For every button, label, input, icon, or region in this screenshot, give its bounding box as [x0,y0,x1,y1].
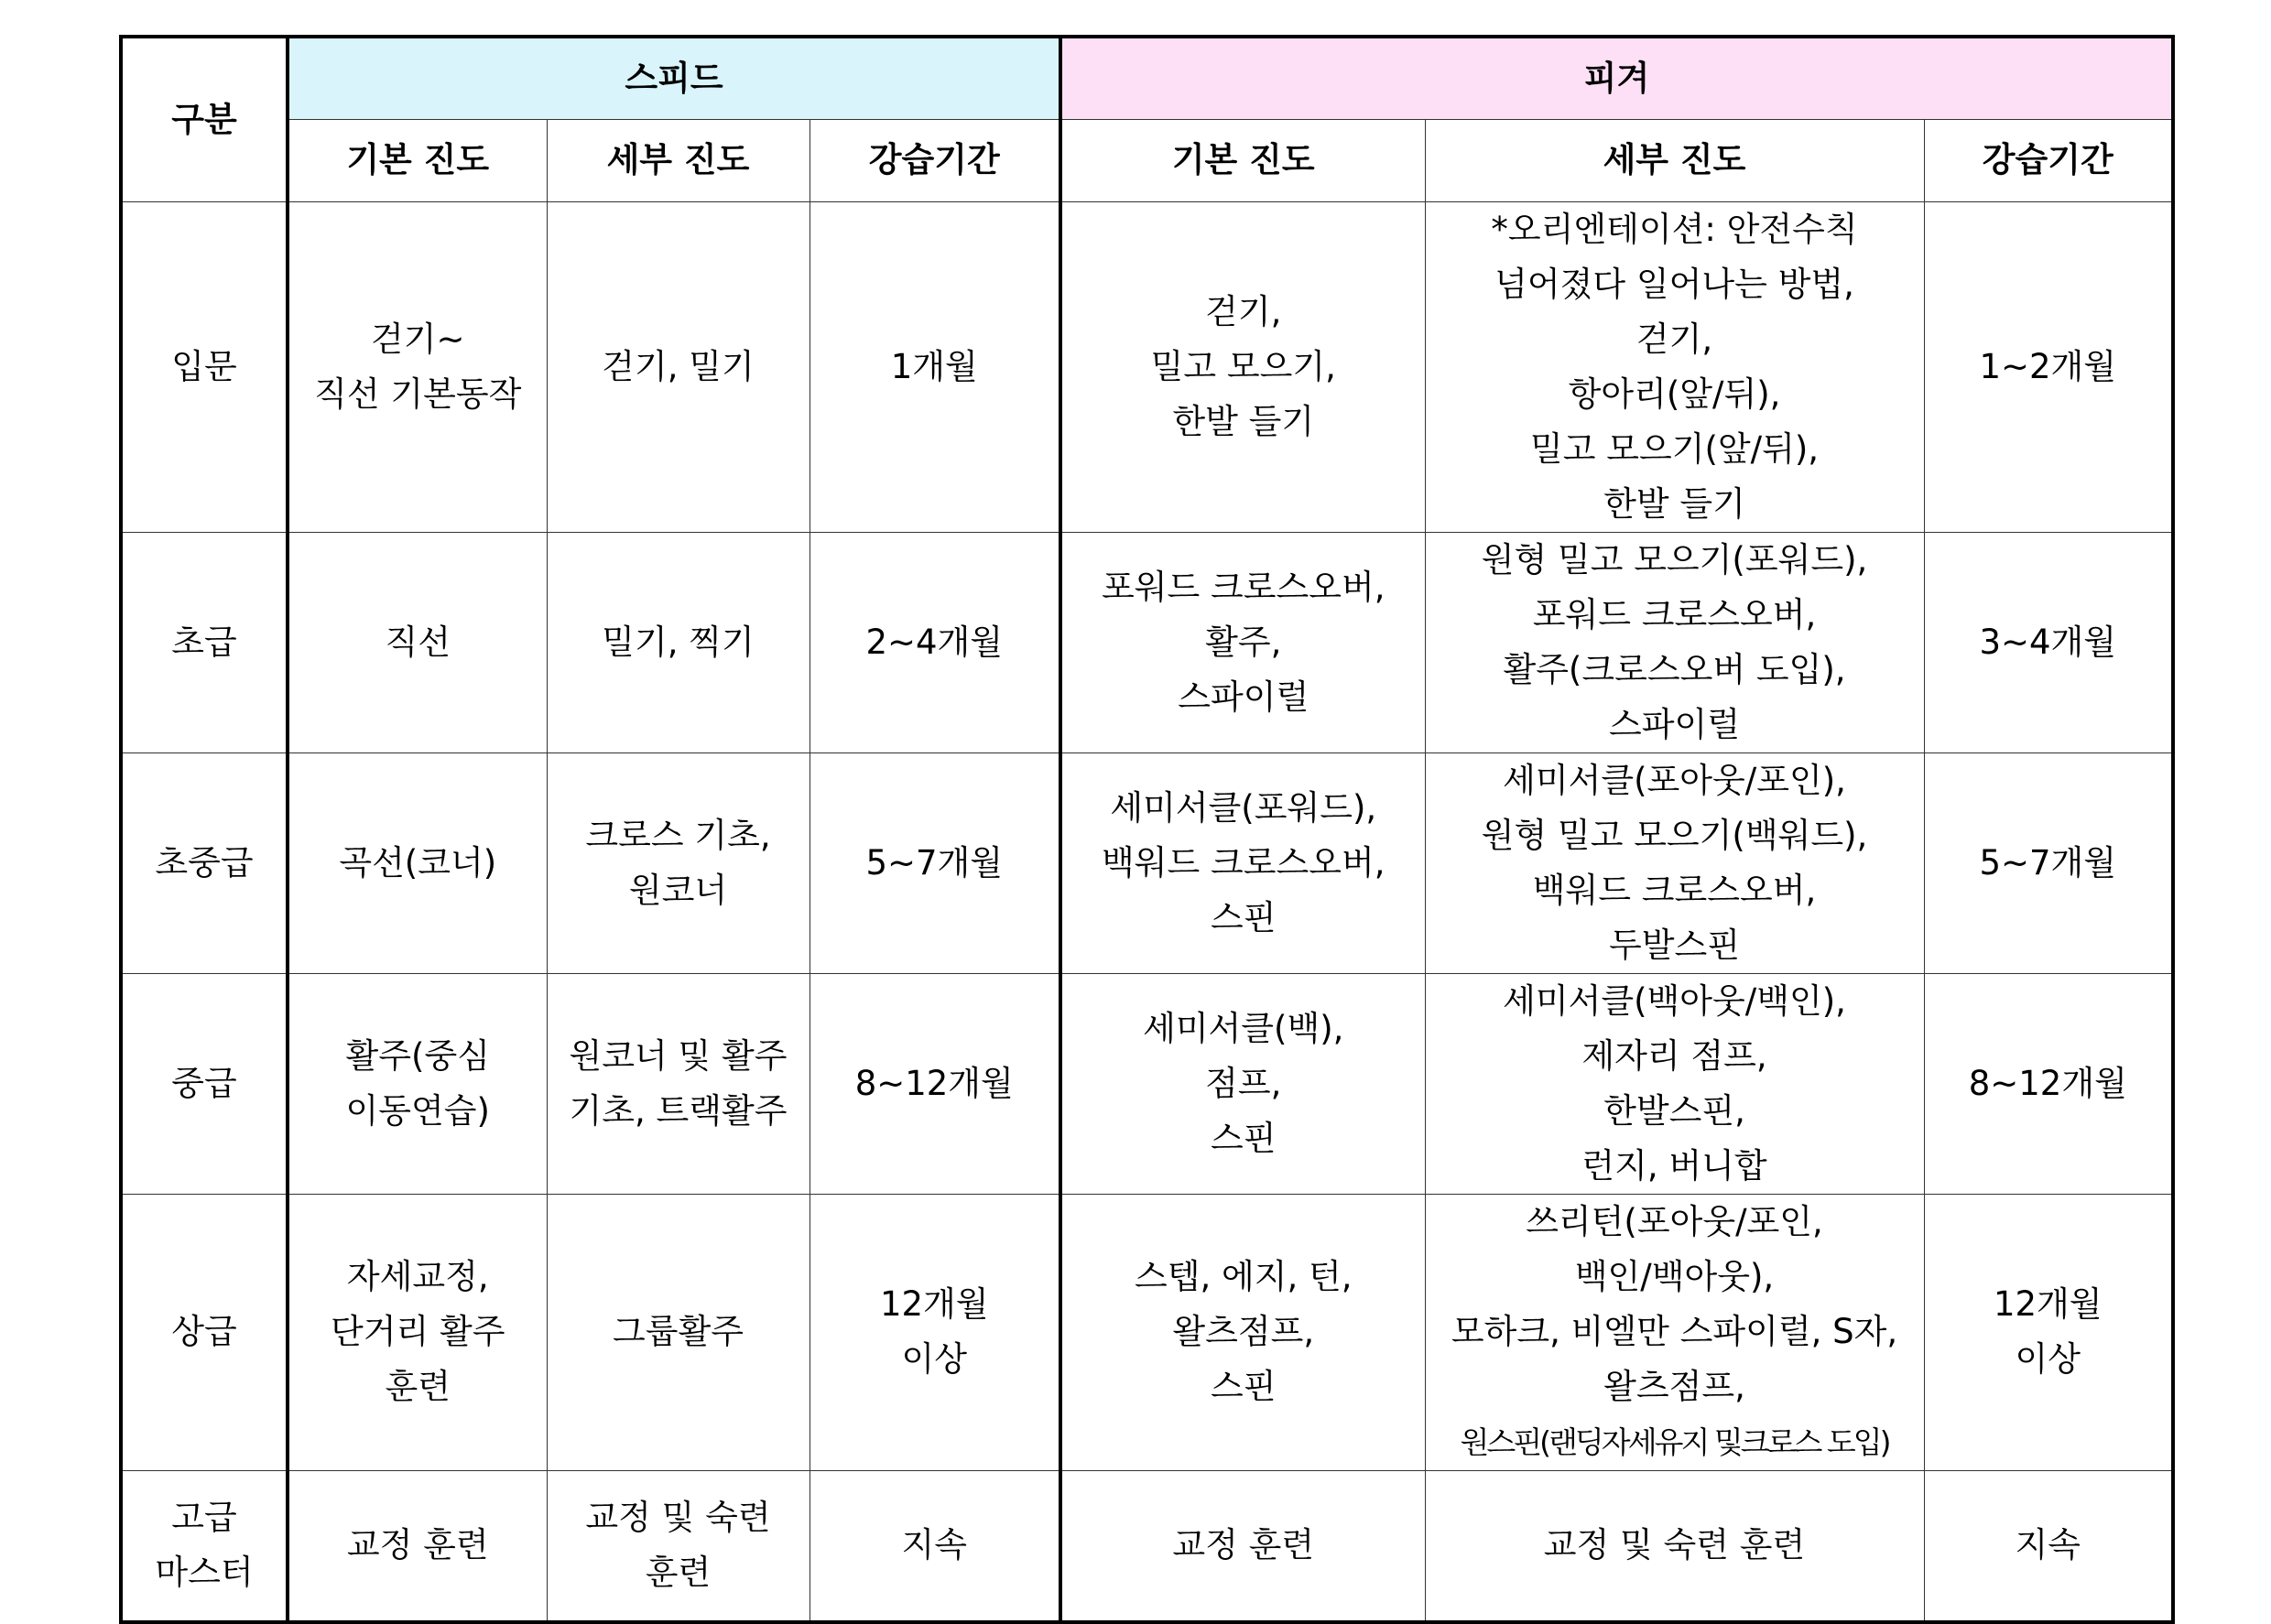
level-cell: 중급 [121,973,288,1194]
speed-detail-cell: 원코너 및 활주 기초, 트랙활주 [547,973,810,1194]
speed-detail-cell: 걷기, 밀기 [547,201,810,532]
figure-period-cell: 1~2개월 [1924,201,2173,532]
speed-basic-cell: 걷기~ 직선 기본동작 [288,201,547,532]
header-row-groups [121,37,2173,119]
figure-detail-cell: 교정 및 숙련 훈련 [1425,1470,1924,1622]
header-speed-period: 강습기간 [810,119,1060,201]
figure-basic-cell: 스텝, 에지, 턴, 왈츠점프, 스핀 [1060,1194,1425,1470]
figure-period-cell: 지속 [1924,1470,2173,1622]
figure-basic-cell: 교정 훈련 [1060,1470,1425,1622]
speed-period-cell: 1개월 [810,201,1060,532]
figure-detail-lines: 쓰리턴(포아웃/포인, 백인/백아웃), 모하크, 비엘만 스파이럴, S자, 왈츠점프, [1451,1201,1898,1406]
header-speed-basic: 기본 진도 [288,119,547,201]
figure-detail-cell: 세미서클(포아웃/포인), 원형 밀고 모으기(백워드), 백워드 크로스오버, 두발스핀 [1425,752,1924,973]
figure-basic-cell: 세미서클(포워드), 백워드 크로스오버, 스핀 [1060,752,1425,973]
table-row [121,973,2173,1194]
speed-basic-cell: 교정 훈련 [288,1470,547,1622]
figure-basic-cell: 세미서클(백), 점프, 스핀 [1060,973,1425,1194]
speed-detail-cell: 교정 및 숙련 훈련 [547,1470,810,1622]
table-row [121,532,2173,752]
header-figure-detail: 세부 진도 [1425,119,1924,201]
header-speed-detail: 세부 진도 [547,119,810,201]
speed-basic-cell: 자세교정, 단거리 활주 훈련 [288,1194,547,1470]
speed-basic-cell: 활주(중심 이동연습) [288,973,547,1194]
figure-detail-last-line: 원스핀(랜딩자세유지 및크로스 도입) [1460,1424,1889,1460]
figure-period-cell: 5~7개월 [1924,752,2173,973]
header-figure-group: 피겨 [1060,37,2173,119]
speed-period-cell: 2~4개월 [810,532,1060,752]
level-cell: 상급 [121,1194,288,1470]
level-cell: 입문 [121,201,288,532]
speed-period-cell: 12개월 이상 [810,1194,1060,1470]
header-row-columns [121,119,2173,201]
figure-basic-cell: 포워드 크로스오버, 활주, 스파이럴 [1060,532,1425,752]
figure-period-cell: 12개월 이상 [1924,1194,2173,1470]
speed-basic-cell: 곡선(코너) [288,752,547,973]
speed-period-cell: 지속 [810,1470,1060,1622]
table-row [121,201,2173,532]
table-row [121,1194,2173,1470]
speed-detail-cell: 크로스 기초, 원코너 [547,752,810,973]
figure-detail-cell [1425,1194,1924,1470]
speed-period-cell: 8~12개월 [810,973,1060,1194]
figure-detail-cell: 세미서클(백아웃/백인), 제자리 점프, 한발스핀, 런지, 버니합 [1425,973,1924,1194]
level-cell: 초중급 [121,752,288,973]
level-cell: 고급 마스터 [121,1470,288,1622]
figure-detail-cell: 원형 밀고 모으기(포워드), 포워드 크로스오버, 활주(크로스오버 도입), 스파이럴 [1425,532,1924,752]
training-schedule-table [119,35,2175,1624]
figure-basic-cell: 걷기, 밀고 모으기, 한발 들기 [1060,201,1425,532]
level-cell: 초급 [121,532,288,752]
figure-period-cell: 8~12개월 [1924,973,2173,1194]
header-category: 구분 [121,37,288,201]
figure-detail-cell: *오리엔테이션: 안전수칙 넘어졌다 일어나는 방법, 걷기, 항아리(앞/뒤), 밀고 모으기(앞/뒤), 한발 들기 [1425,201,1924,532]
table-row [121,1470,2173,1622]
speed-period-cell: 5~7개월 [810,752,1060,973]
table-row [121,752,2173,973]
header-speed-group: 스피드 [288,37,1060,119]
speed-basic-cell: 직선 [288,532,547,752]
header-figure-basic: 기본 진도 [1060,119,1425,201]
speed-detail-cell: 밀기, 찍기 [547,532,810,752]
figure-period-cell: 3~4개월 [1924,532,2173,752]
speed-detail-cell: 그룹활주 [547,1194,810,1470]
header-figure-period: 강습기간 [1924,119,2173,201]
